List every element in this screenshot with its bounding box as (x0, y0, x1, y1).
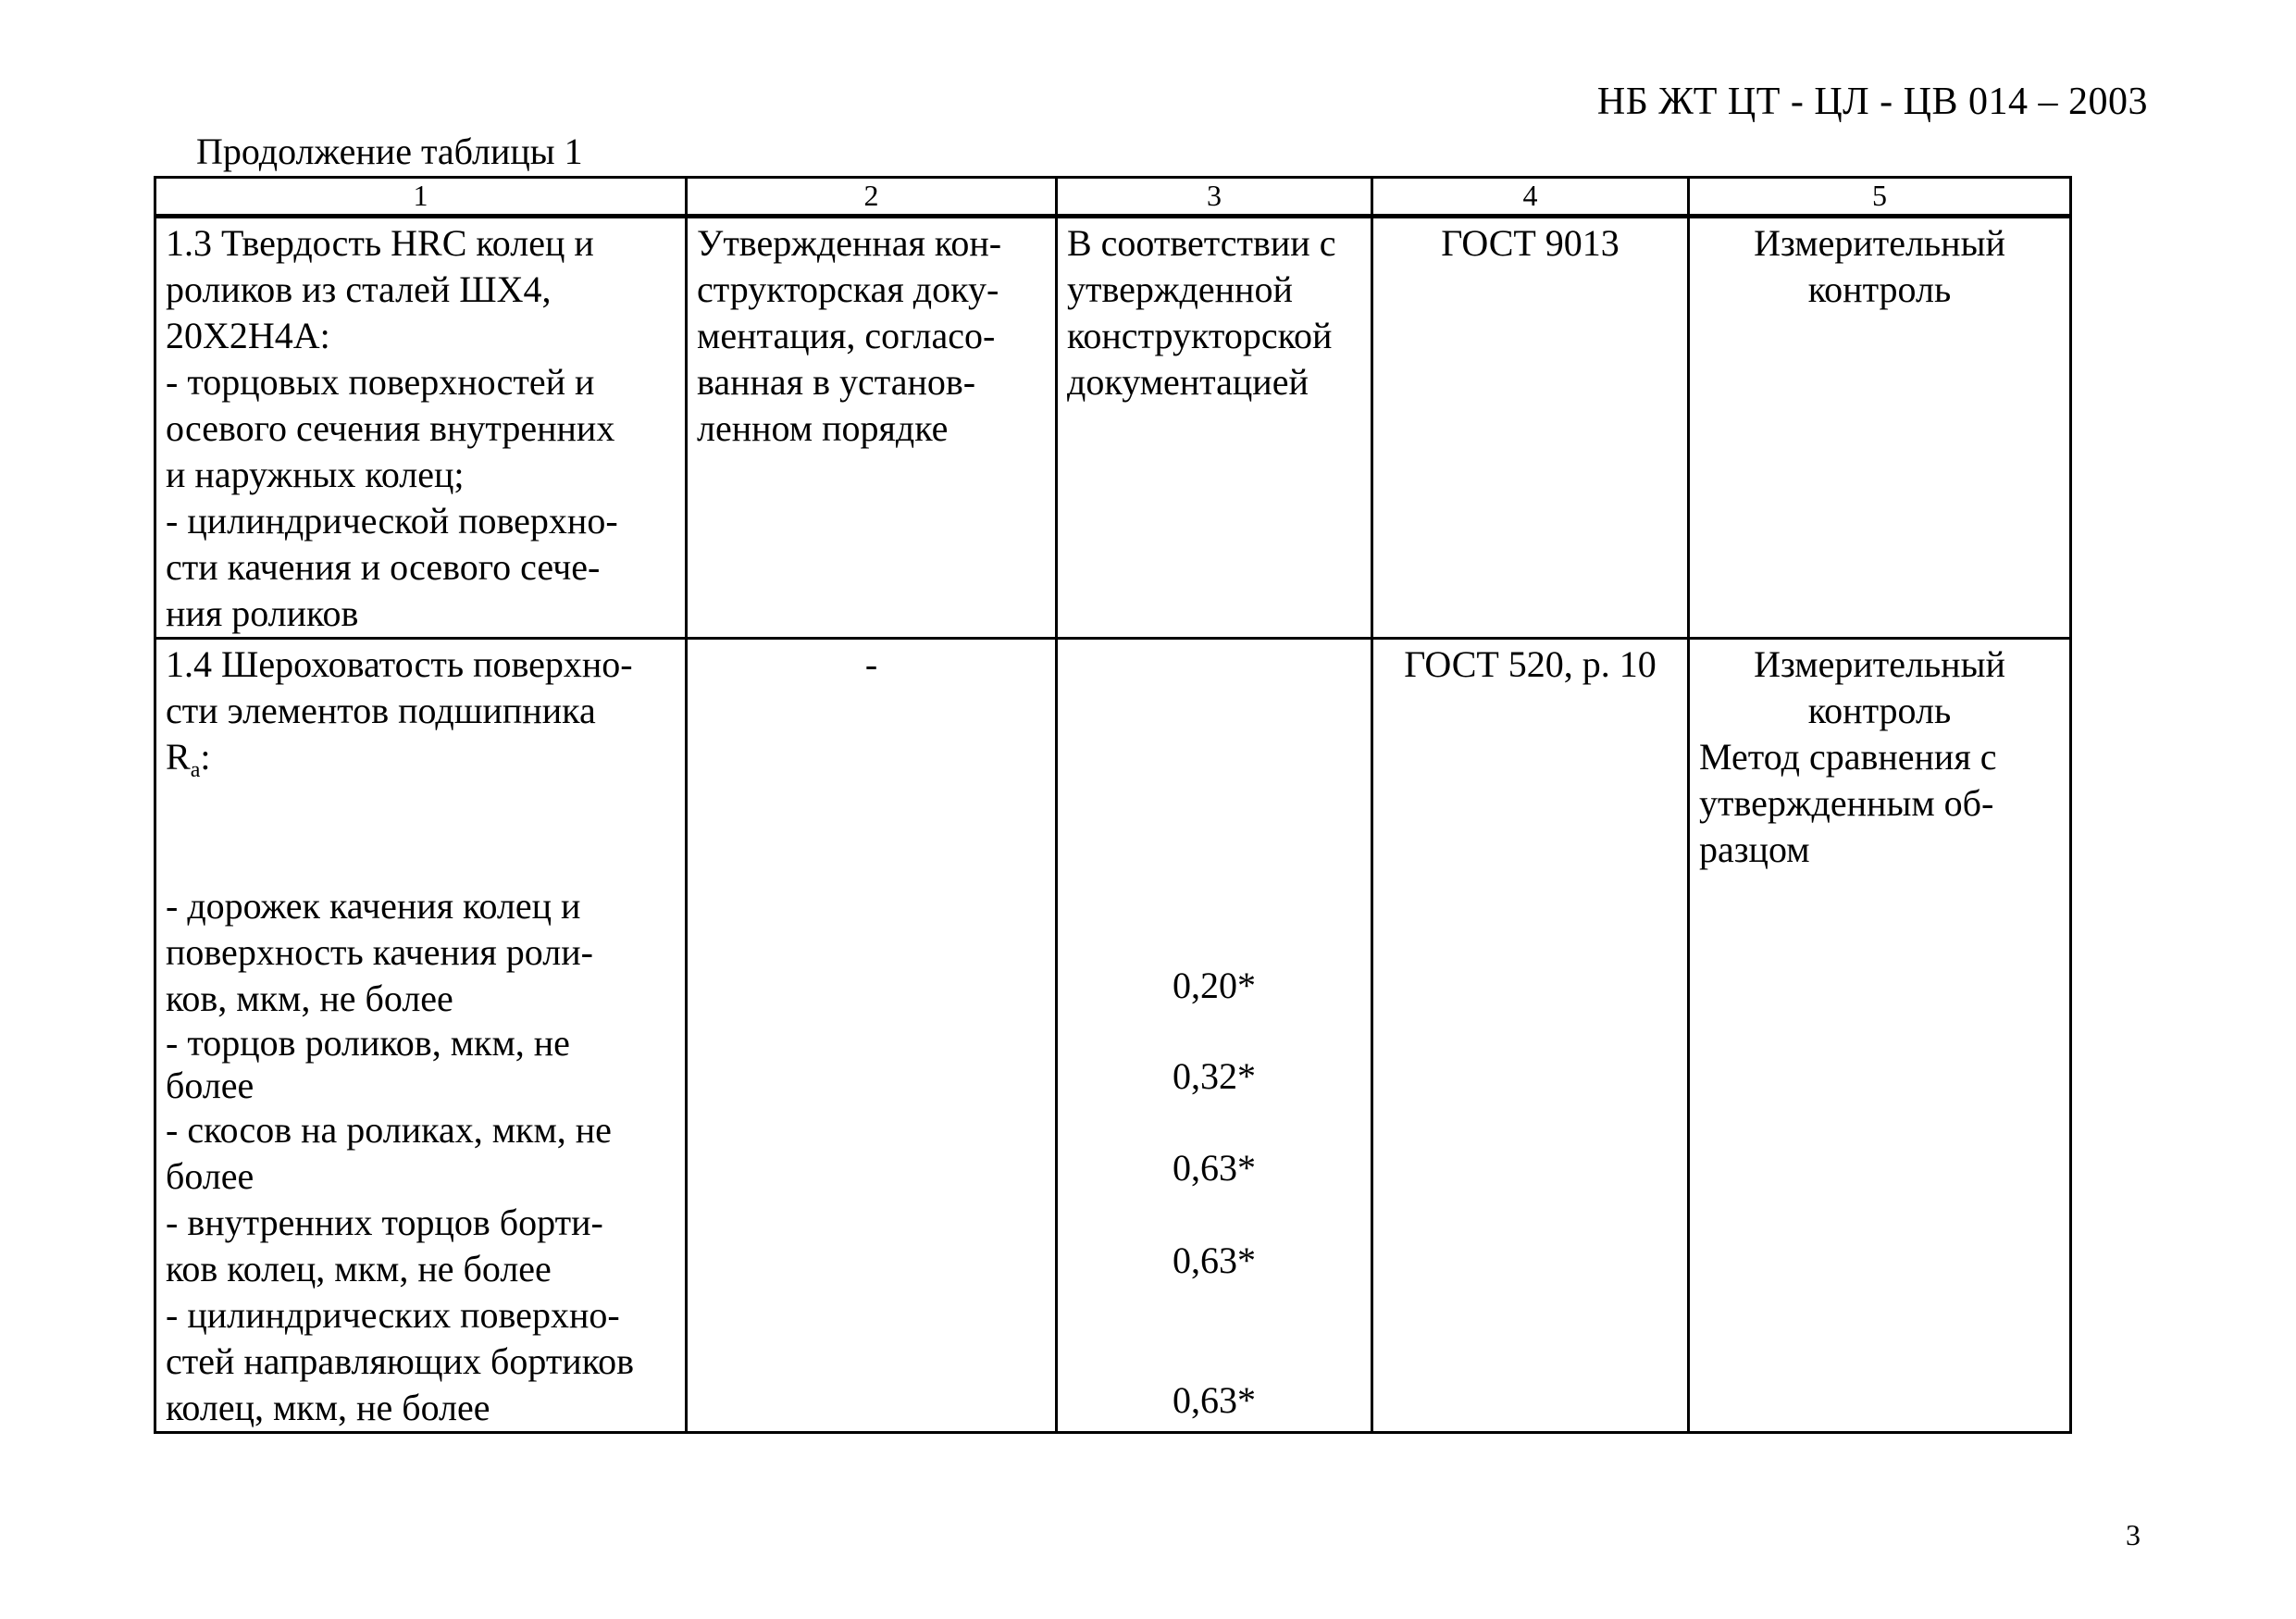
symbol-letter: R (166, 736, 191, 778)
text-line: структорская доку- (697, 268, 999, 310)
text-line: более (166, 1065, 254, 1106)
text-line: роликов из сталей ШХ4, (166, 268, 552, 310)
table-row-1-3 (155, 217, 2071, 639)
document-code: НБ ЖТ ЦТ - ЦЛ - ЦВ 014 – 2003 (1596, 81, 2148, 123)
column-number: 4 (1372, 178, 1689, 217)
text-line: Измерительный (1754, 643, 2005, 685)
text-line: и наружных колец; (166, 454, 465, 495)
text-line: стей направляющих бортиков (166, 1340, 634, 1382)
text-line: 1.4 Шероховатость поверхно- (166, 643, 633, 685)
text-line: колец, мкм, не более (166, 1387, 490, 1428)
row-1-3-parameter (155, 217, 687, 639)
row-1-3-standard (1372, 217, 1689, 639)
row-1-4-parameter (155, 639, 687, 1433)
row-1-4-norm-values (1057, 639, 1372, 1433)
table-row-1-4 (155, 639, 2071, 1433)
text-line: - внутренних торцов борти- (166, 1202, 603, 1243)
text-line: осевого сечения внутренних (166, 407, 615, 449)
text-line: ния роликов (166, 592, 359, 634)
text-line: ментация, согласо- (697, 315, 996, 356)
row-1-4-standard (1372, 639, 1689, 1433)
row-1-3-control-method (1689, 217, 2071, 639)
column-number: 1 (155, 178, 687, 217)
text-line: - дорожек качения колец и (166, 885, 581, 927)
norm-value: 0,20* (1173, 965, 1256, 1006)
text-line: контроль (1807, 690, 1952, 731)
text-line: 20Х2Н4А: (166, 315, 330, 356)
text-line: более (166, 1155, 254, 1197)
text-line: сти элементов подшипника (166, 690, 596, 731)
table-continuation-caption: Продолжение таблицы 1 (196, 131, 583, 172)
column-number: 3 (1057, 178, 1372, 217)
text-line: контроль (1807, 268, 1952, 310)
text-line: ков колец, мкм, не более (166, 1248, 552, 1289)
symbol-subscript: a (190, 758, 201, 782)
page-number: 3 (2126, 1518, 2141, 1551)
text-line: Измерительный (1754, 222, 2005, 264)
column-number: 2 (687, 178, 1057, 217)
text-line: ГОСТ 9013 (1441, 222, 1620, 264)
text-line: разцом (1699, 828, 1810, 870)
text-line: - цилиндрической поверхно- (166, 500, 618, 542)
text-line: утвержденной (1067, 268, 1293, 310)
text-line: 1.3 Твердость HRC колец и (166, 222, 594, 264)
text-line: - (864, 643, 878, 685)
text-line: утвержденным об- (1699, 782, 1994, 824)
text-line: В соответствии с (1067, 222, 1336, 264)
row-1-4-document (687, 639, 1057, 1433)
column-number: 5 (1689, 178, 2071, 217)
roughness-symbol (166, 734, 676, 793)
text-line: ков, мкм, не более (166, 978, 453, 1019)
norm-value: 0,32* (1173, 1055, 1256, 1097)
norm-value: 0,63* (1173, 1379, 1256, 1421)
text-line: ленном порядке (697, 407, 949, 449)
text-line: - цилиндрических поверхно- (166, 1294, 620, 1336)
text-line: ГОСТ 520, р. 10 (1404, 643, 1657, 685)
row-1-4-control-method (1689, 639, 2071, 1433)
symbol-suffix: : (200, 736, 211, 778)
column-number-row (155, 178, 2071, 217)
requirements-table (154, 176, 2072, 1434)
norm-value: 0,63* (1173, 1239, 1256, 1281)
text-line: конструкторской (1067, 315, 1333, 356)
row-1-3-norm (1057, 217, 1372, 639)
text-line: ванная в установ- (697, 361, 976, 403)
text-line: Утвержденная кон- (697, 222, 1002, 264)
text-line: поверхность качения роли- (166, 931, 593, 973)
row-1-3-document (687, 217, 1057, 639)
text-line: сти качения и осевого сече- (166, 546, 601, 588)
text-line: - торцов роликов, мкм, не (166, 1022, 570, 1064)
text-line: - скосов на роликах, мкм, не (166, 1109, 612, 1151)
norm-value: 0,63* (1173, 1147, 1256, 1189)
text-line: Метод сравнения с (1699, 736, 1997, 778)
text-line: - торцовых поверхностей и (166, 361, 595, 403)
text-line: документацией (1067, 361, 1309, 403)
